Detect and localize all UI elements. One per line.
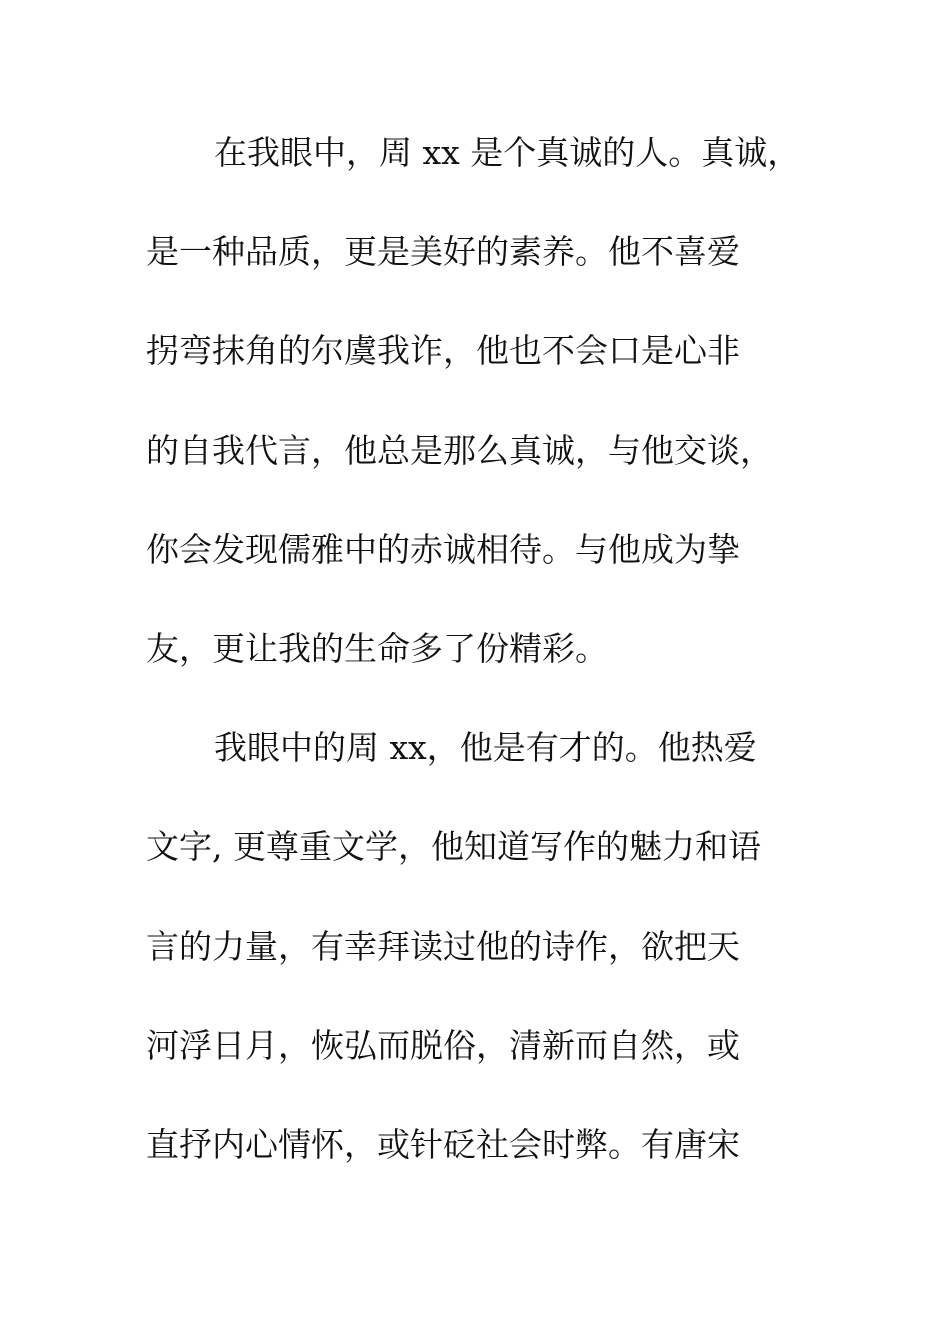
paragraph-line: 直抒内心情怀，或针砭社会时弊。有唐宋 — [146, 1124, 740, 1164]
paragraph-line: 在我眼中，周 xx 是个真诚的人。真诚， — [214, 133, 801, 172]
paragraph-line: 我眼中的周 xx，他是有才的。他热爱 — [214, 728, 757, 768]
paragraph-line: 是一种品质，更是美好的素养。他不喜爱 — [146, 232, 740, 272]
paragraph-line: 友，更让我的生命多了份精彩。 — [146, 628, 608, 668]
paragraph-line: 的自我代言，他总是那么真诚，与他交谈， — [146, 430, 773, 470]
paragraph-line: 拐弯抹角的尔虞我诈，他也不会口是心非 — [146, 331, 740, 371]
paragraph-line: 言的力量，有幸拜读过他的诗作，欲把天 — [146, 926, 740, 966]
document-body — [146, 120, 826, 1211]
paragraph-line: 你会发现儒雅中的赤诚相待。与他成为挚 — [146, 529, 740, 569]
paragraph-line: 河浮日月，恢弘而脱俗，清新而自然，或 — [146, 1025, 740, 1065]
paragraph-line: 文字, 更尊重文学，他知道写作的魅力和语 — [146, 827, 761, 867]
